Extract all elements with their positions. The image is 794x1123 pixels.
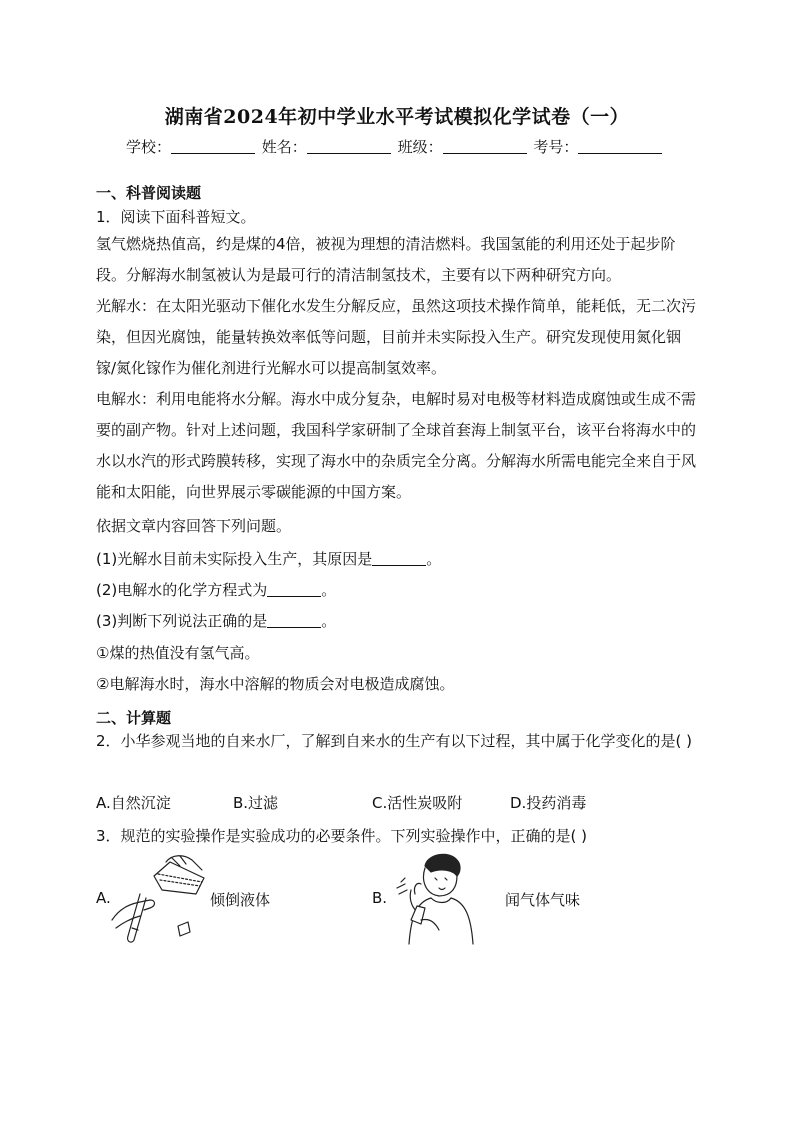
school-blank[interactable] <box>171 139 255 154</box>
answer-blank-1[interactable] <box>372 551 426 566</box>
passage-paragraph-2: 光解水：在太阳光驱动下催化水发生分解反应，虽然这项技术操作简单，能耗低，无二次污染，但因光腐蚀，能量转换效率低等问题，目前并未实际投入生产。研究发现使用氮化铟镓/氮化镓作为催化剂进行光解水可以提高制氢效率。 <box>96 297 697 377</box>
answer-blank-2[interactable] <box>267 582 321 597</box>
sub-question-1-text: (1)光解水目前未实际投入生产，其原因是 <box>96 550 373 568</box>
section2-heading: 二、计算题 <box>96 709 172 727</box>
question-1-stem: 1．阅读下面科普短文。 <box>96 208 256 226</box>
sub-question-1-end: 。 <box>426 550 442 568</box>
sub-question-2-text: (2)电解水的化学方程式为 <box>96 581 268 599</box>
q3-option-b-label[interactable]: B. <box>372 889 388 907</box>
student-info-row <box>126 136 664 157</box>
q2-option-a[interactable]: A.自然沉淀 <box>96 794 171 812</box>
number-blank[interactable] <box>578 139 662 154</box>
sub-question-2-end: 。 <box>321 581 337 599</box>
number-label: 考号： <box>533 138 579 156</box>
sub-question-3 <box>96 610 336 631</box>
question-3-stem: 3．规范的实验操作是实验成功的必要条件。下列实验操作中，正确的是( ) <box>96 827 588 845</box>
sub-question-3-text: (3)判断下列说法正确的是 <box>96 612 268 630</box>
q2-option-d[interactable]: D.投药消毒 <box>510 794 587 812</box>
name-blank[interactable] <box>307 139 391 154</box>
statement-1: ①煤的热值没有氢气高。 <box>96 644 260 662</box>
class-label: 班级： <box>397 138 443 156</box>
answer-blank-3[interactable] <box>267 613 321 628</box>
q2-option-b[interactable]: B.过滤 <box>233 794 279 812</box>
pouring-liquid-illustration <box>110 852 210 944</box>
section1-heading: 一、科普阅读题 <box>96 184 202 202</box>
page-title: 湖南省2024年初中学业水平考试模拟化学试卷（一） <box>164 106 630 128</box>
class-blank[interactable] <box>443 139 527 154</box>
sub-question-2 <box>96 579 336 600</box>
school-label: 学校： <box>126 138 172 156</box>
sub-question-1 <box>96 548 441 569</box>
question-2-stem: 2．小华参观当地的自来水厂，了解到自来水的生产有以下过程，其中属于化学变化的是( ) <box>96 732 693 750</box>
q3-option-b-text: 闻气体气味 <box>505 891 581 909</box>
question-1-prompt: 依据文章内容回答下列问题。 <box>96 517 292 535</box>
statement-2: ②电解海水时，海水中溶解的物质会对电极造成腐蚀。 <box>96 675 455 693</box>
name-label: 姓名： <box>261 138 307 156</box>
q3-option-a-label[interactable]: A. <box>96 889 111 907</box>
passage-paragraph-3: 电解水：利用电能将水分解。海水中成分复杂，电解时易对电极等材料造成腐蚀或生成不需要的副产物。针对上述问题，我国科学家研制了全球首套海上制氢平台，该平台将海水中的水以水汽的形式跨膜转移，实现了海水中的杂质完全分离。分解海水所需电能完全来自于风能和太阳能，向世界展示零碳能源的中国方案。 <box>96 390 697 501</box>
q3-option-a-text: 倾倒液体 <box>210 891 271 909</box>
sub-question-3-end: 。 <box>321 612 337 630</box>
smelling-gas-illustration <box>395 850 485 945</box>
q2-option-c[interactable]: C.活性炭吸附 <box>372 794 463 812</box>
passage-paragraph-1: 氢气燃烧热值高，约是煤的4倍，被视为理想的清洁燃料。我国氢能的利用还处于起步阶段。分解海水制氢被认为是最可行的清洁制氢技术，主要有以下两种研究方向。 <box>96 235 676 284</box>
